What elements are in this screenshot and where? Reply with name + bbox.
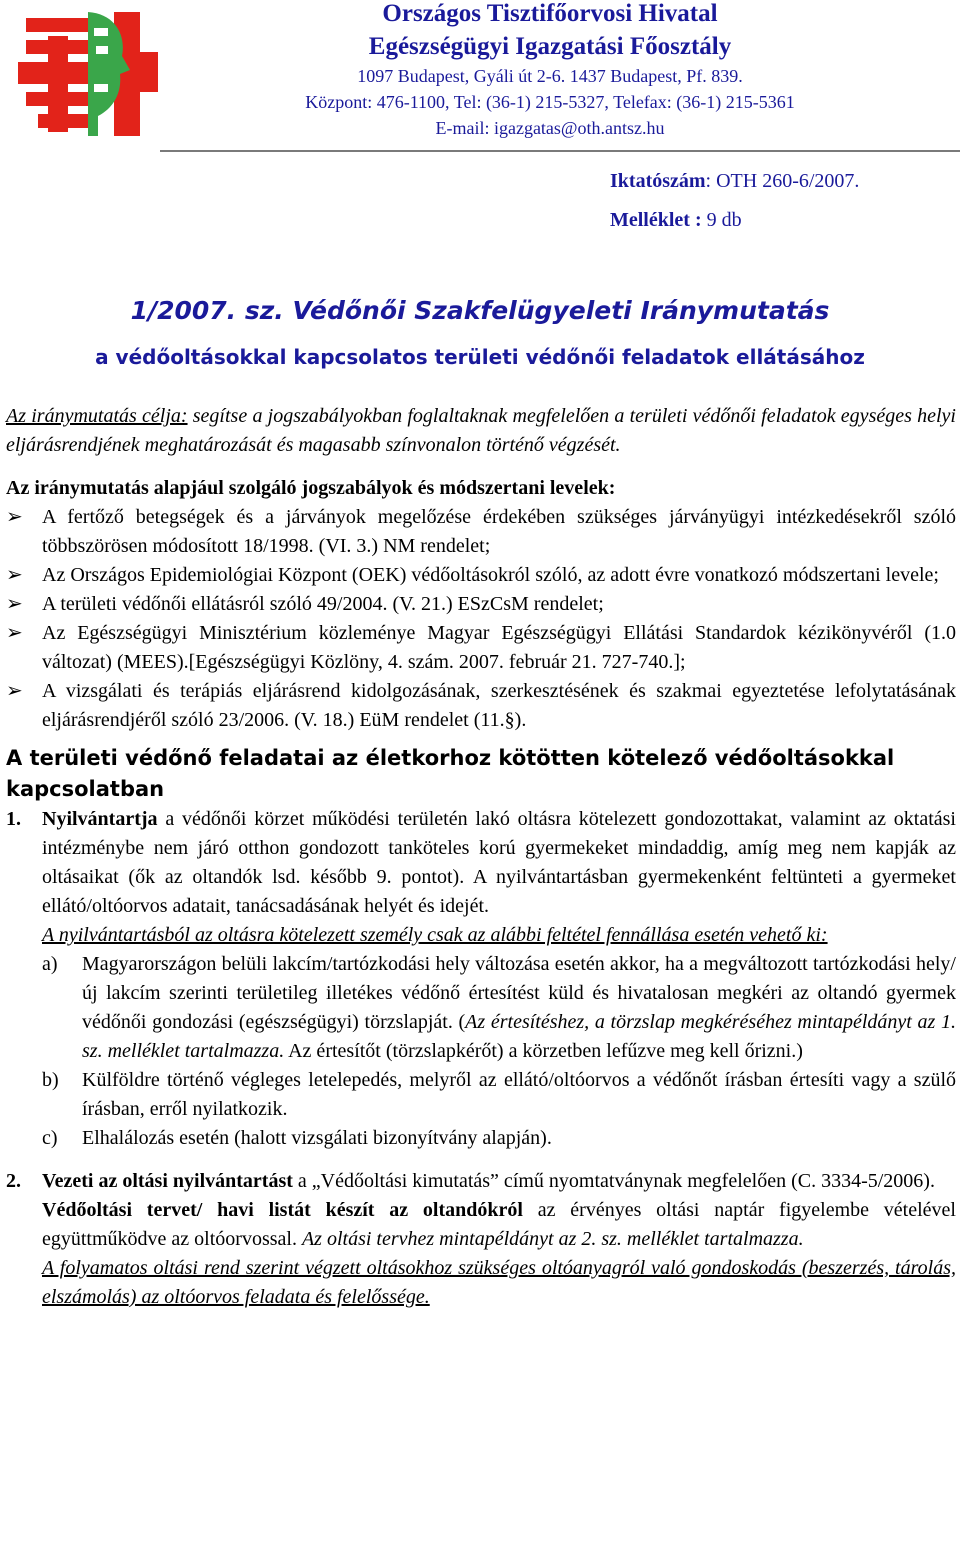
- address: 1097 Budapest, Gyáli út 2-6. 1437 Budapest, Pf. 839.: [357, 66, 743, 86]
- condition-text-part: Az értesítőt (törzslapkérőt) a körzetben lefűzve meg kell őrizni.): [284, 1040, 803, 1062]
- task-lead: Nyilvántartja: [42, 808, 158, 830]
- legal-basis-text: Az Egészségügyi Minisztérium közleménye Magyar Egészségügyi Ellátási Standardok kézikönyvéről (1.0 változat) (MEES).[Egészségügyi Közlöny, 4. szám. 2007. február 21. 727-740.];: [42, 622, 956, 673]
- legal-basis-item: [6, 590, 956, 619]
- legal-basis-item: [6, 677, 956, 735]
- task-number: 2.: [6, 1170, 21, 1192]
- contact-email: E-mail: igazgatas@oth.antsz.hu: [435, 118, 665, 138]
- reference-number: [610, 170, 859, 193]
- org-name: Országos Tisztifőorvosi Hivatal: [382, 0, 718, 27]
- contact-phones: Központ: 476-1100, Tel: (36-1) 215-5327, Telefax: (36-1) 215-5361: [305, 92, 795, 112]
- legal-basis-heading: Az iránymutatás alapjául szolgáló jogszabályok és módszertani levelek:: [6, 477, 616, 499]
- condition-text: [82, 950, 956, 1066]
- condition-letter: c): [42, 1127, 58, 1149]
- task-text: [42, 1167, 956, 1196]
- plan-text: az érvényes oltási naptár figyelembe vételével együttműködve az oltóorvossal.: [42, 1199, 956, 1250]
- plan-lead: Védőoltási tervet/ havi listát készít az oltandókról: [42, 1199, 523, 1221]
- header-divider: [160, 150, 960, 152]
- task-body: a védőnői körzet működési területén lakó oltásra kötelezett gondozottakat, valamint az oktatási intézménybe nem járó otthon gondozott tanköteles korú gyermekeket mindaddig, amíg meg nem kapják az oltásaikat (ők az oltandók lsd. később 9. pontot). A nyilvántartásban gyermekenként feltünteti a gyermeket ellátó/oltóorvos adatait, tanácsadásának helyét és idejét.: [42, 808, 956, 917]
- condition-text-part: Magyarországon belüli lakcím/tartózkodási hely változása esetén akkor, ha a megváltozott tartózkodási hely/új lakcím szerinti területileg illetékes védőnő értesítést küld és hivatalosan megkéri az oltandó gyermek védőnői gondozási (egészségügyi) törzslapját. (: [82, 953, 956, 1033]
- document-subtitle: a védőoltásokkal kapcsolatos területi védőnői feladatok ellátásához: [95, 345, 865, 369]
- legal-basis-item: [6, 561, 956, 590]
- reference-label: Iktatószám: [610, 170, 706, 192]
- condition-text-italic: Az értesítéshez, a törzslap megkéréséhez mintapéldányt az 1. sz. melléklet tartalmazza.: [82, 1011, 956, 1062]
- legal-basis-text: A fertőző betegségek és a járványok megelőzése érdekében szükséges járványügyi intézkedésekről szóló többszörösen módosított 18/1998. (VI. 3.) NM rendelet;: [42, 506, 956, 557]
- department-name: Egészségügyi Igazgatási Főosztály: [368, 33, 732, 60]
- task-item-2: [6, 1167, 956, 1196]
- task-text: [42, 805, 956, 921]
- condition-letter: b): [42, 1069, 59, 1091]
- legal-basis-item: [6, 619, 956, 677]
- legal-basis-text: A területi védőnői ellátásról szóló 49/2004. (V. 21.) ESzCsM rendelet;: [42, 593, 604, 615]
- vaccination-plan-paragraph: [42, 1196, 956, 1254]
- legal-basis-text: Az Országos Epidemiológiai Központ (OEK) védőoltásokról szóló, az adott évre vonatkozó módszertani levele;: [42, 564, 939, 586]
- bullet-arrow-icon: ➢: [6, 506, 23, 528]
- document-title: 1/2007. sz. Védőnői Szakfelügyeleti Iránymutatás: [130, 296, 830, 325]
- bullet-arrow-icon: ➢: [6, 680, 23, 702]
- legal-basis-item: [6, 503, 956, 561]
- vaccine-supply-note: A folyamatos oltási rend szerint végzett oltásokhoz szükséges oltóanyagról való gondoskodás (beszerzés, tárolás, elszámolás) az oltóorvos feladata és felelőssége.: [42, 1257, 956, 1308]
- oth-logo: [18, 12, 158, 136]
- task-body: a „Védőoltási kimutatás” című nyomtatványnak megfelelően (C. 3334-5/2006).: [292, 1170, 935, 1192]
- attachments-value: 9 db: [701, 209, 742, 231]
- purpose-paragraph: [6, 402, 956, 460]
- legal-basis-text: A vizsgálati és terápiás eljárásrend kidolgozásának, szerkesztésének és szakmai egyeztetése lefolytatásának eljárásrendjéről szóló 23/2006. (V. 18.) EüM rendelet (11.§).: [42, 680, 956, 731]
- bullet-arrow-icon: ➢: [6, 622, 23, 644]
- condition-text: Elhalálozás esetén (halott vizsgálati bizonyítvány alapján).: [82, 1127, 552, 1149]
- condition-item-a: [42, 950, 956, 1066]
- purpose-text: segítse a jogszabályokban foglaltaknak megfelelően a területi védőnői feladatok egységes helyi eljárásrendjének meghatározását és magasabb színvonalon történő végzését.: [6, 405, 956, 456]
- bullet-arrow-icon: ➢: [6, 564, 23, 586]
- task-number: 1.: [6, 808, 21, 830]
- condition-letter: a): [42, 953, 58, 975]
- document-body: [6, 402, 956, 1312]
- condition-item-c: [42, 1124, 956, 1153]
- bullet-arrow-icon: ➢: [6, 593, 23, 615]
- condition-item-b: [42, 1066, 956, 1124]
- purpose-label: Az iránymutatás célja:: [6, 405, 188, 427]
- task-lead: Vezeti az oltási nyilvántartást: [42, 1170, 293, 1192]
- attachments-label: Melléklet :: [610, 209, 702, 231]
- task-item-1: [6, 805, 956, 921]
- section-heading: A területi védőnő feladatai az életkorhoz kötötten kötelező védőoltásokkal kapcsolatban: [6, 746, 895, 801]
- plan-attachment-note: Az oltási tervhez mintapéldányt az 2. sz. melléklet tartalmazza.: [301, 1228, 804, 1250]
- condition-text: Külföldre történő végleges letelepedés, melyről az ellátó/oltóorvos a védőnőt írásban értesíti vagy a szülő írásban, erről nyilatkozik.: [82, 1069, 956, 1120]
- attachments: [610, 209, 742, 232]
- reference-value: : OTH 260-6/2007.: [705, 170, 860, 192]
- removal-condition: A nyilvántartásból az oltásra kötelezett személy csak az alábbi feltétel fennállása esetén vehető ki:: [42, 924, 828, 946]
